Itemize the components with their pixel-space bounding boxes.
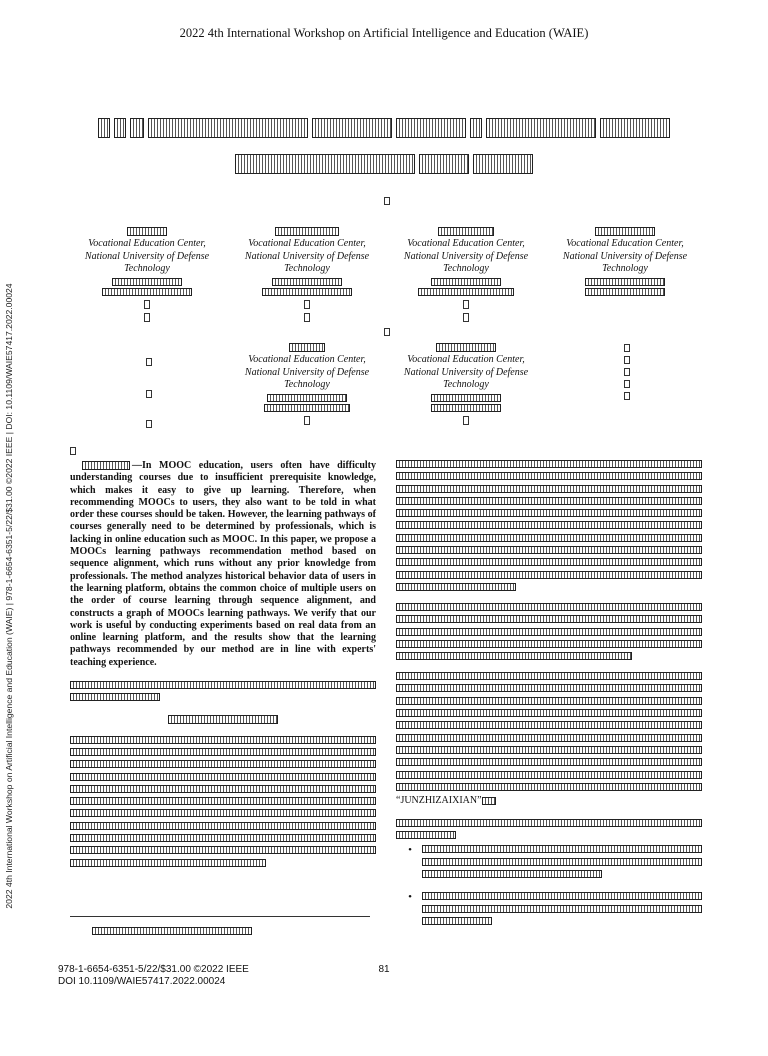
isbn-line: 978-1-6654-6351-5/22/$31.00 ©2022 IEEE: [58, 964, 249, 975]
author-block-6: Vocational Education Center, National University of Defense Technology: [391, 342, 541, 429]
left-spacer-3: [146, 420, 152, 428]
right-spacer-5: [624, 392, 630, 400]
side-copyright-notice: 2022 4th International Workshop on Artificial Intelligence and Education (WAIE) | 978-1-6654-6351-5/22/$31.00 ©2022 IEEE | DOI: 10.1109/WAIE57417.2022.00024: [4, 283, 14, 909]
abstract-label-glyphs: [82, 461, 130, 470]
abstract: —In MOOC education, users often have difficulty understanding courses due to insufficient prerequisite knowledge, which makes it easy to give up learning. Therefore, when recommending MOOCs to users, they also want to be told in what order these courses should be taken. However, the learning pathways of courses generally need to be determined by professionals, which is lacking in online education such as MOOC. In this paper, we propose a MOOCs learning pathways recommendation method based on sequence alignment, which runs without any prior knowledge from professionals. The method analyzes historical behavior data of users in the learning platform, obtains the common choice of multiple users on the order of course learning through sequence alignment, and constructs a graph of MOOCs learning pathways. We verify that our work is useful by conducting experiments based on real data from an online learning platform, and the results show that the learning pathways recommended by our method are in line with experts' teaching experience.: [70, 460, 376, 668]
doi-line: DOI 10.1109/WAIE57417.2022.00024: [58, 976, 226, 987]
left-column: [70, 460, 376, 871]
author-row-spacer: [384, 328, 390, 336]
author-block-1: Vocational Education Center, National University of Defense Technology: [72, 226, 222, 327]
author-name-3: [438, 227, 494, 236]
right-column: [396, 460, 702, 939]
section-heading-introduction: [70, 713, 376, 725]
right-paragraph-1: [396, 460, 702, 591]
left-spacer-2: [146, 390, 152, 398]
author-name-5: [289, 343, 325, 352]
conference-header: 2022 4th International Workshop on Artificial Intelligence and Education (WAIE): [179, 26, 589, 40]
right-spacer-3: [624, 368, 630, 376]
left-spacer-1: [146, 358, 152, 366]
author-name-1: [127, 227, 167, 236]
contribution-bullet-1: •: [396, 845, 702, 882]
right-spacer-1: [624, 344, 630, 352]
right-paragraph-4: [396, 819, 702, 839]
author-name-4: [595, 227, 655, 236]
title-spacer-mark: [384, 197, 390, 205]
footnote: [92, 922, 252, 940]
body-spacer: [70, 447, 76, 455]
right-spacer-2: [624, 356, 630, 364]
author-block-4: Vocational Education Center, National University of Defense Technology: [550, 226, 700, 296]
page-number: 81: [378, 964, 390, 975]
author-name-2: [275, 227, 339, 236]
author-name-6: [436, 343, 496, 352]
author-block-3: Vocational Education Center, National University of Defense Technology: [391, 226, 541, 327]
paper-title-line-2: [0, 154, 768, 174]
index-terms: [70, 681, 376, 701]
paper-title-line-1: [0, 118, 768, 138]
contribution-bullet-2: •: [396, 892, 702, 929]
author-block-2: Vocational Education Center, National University of Defense Technology: [232, 226, 382, 327]
quoted-platform-name: “JUNZHIZAIXIAN”: [396, 795, 482, 807]
introduction-paragraph: [70, 736, 376, 867]
footnote-rule: [70, 916, 370, 917]
right-spacer-4: [624, 380, 630, 388]
author-block-5: Vocational Education Center, National University of Defense Technology: [232, 342, 382, 429]
right-paragraph-3: [396, 672, 702, 807]
right-paragraph-2: [396, 603, 702, 660]
